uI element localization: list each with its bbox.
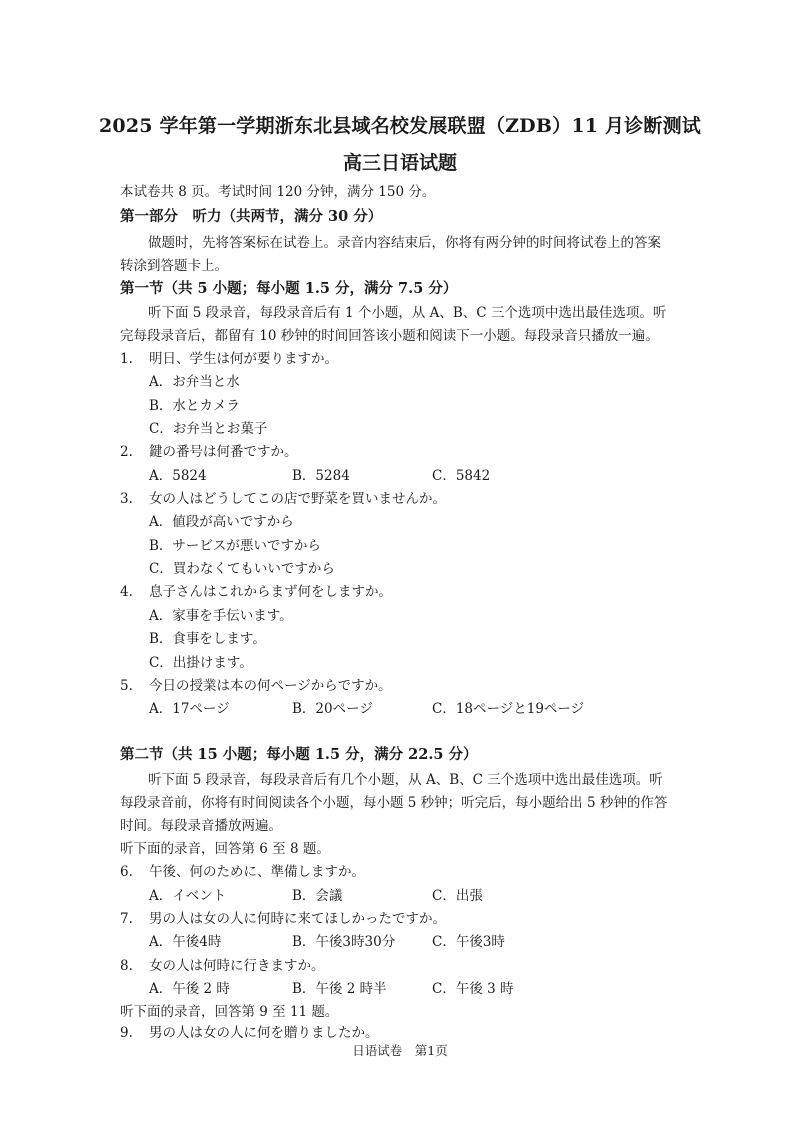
option-a: A．5824	[149, 468, 207, 484]
option-a: A．午後 2 時	[149, 981, 230, 997]
group-instruction: 听下面的录音，回答第 9 至 11 题。	[120, 1004, 339, 1020]
intro-text: 本试卷共 8 页。考试时间 120 分钟，满分 150 分。	[120, 184, 436, 200]
group-instruction: 听下面的录音，回答第 6 至 8 题。	[120, 841, 330, 857]
option-b: B．20ページ	[292, 701, 373, 717]
question-text: 明日、学生は何が要りますか。	[149, 351, 338, 367]
option-c: C．出張	[432, 888, 483, 904]
question-text: 男の人は女の人に何を贈りましたか。	[149, 1025, 379, 1041]
option-a: A．イベント	[149, 888, 227, 904]
part1-instruction: 做题时，先将答案标在试卷上。录音内容结束后，你将有两分钟的时间将试卷上的答案	[148, 235, 661, 251]
question-number: 9.	[120, 1025, 133, 1041]
option-c: C．5842	[432, 468, 491, 484]
question-text: 午後、何のために、準備しますか。	[149, 864, 365, 880]
option-a: A．家事を手伝います。	[149, 608, 293, 624]
section1-heading: 第一节（共 5 小题；每小题 1.5 分，满分 7.5 分）	[120, 280, 458, 297]
page-footer: 日语试卷 第1页	[352, 1043, 448, 1058]
option-b: B．水とカメラ	[149, 398, 240, 414]
option-c: C．午後 3 時	[432, 981, 514, 997]
option-b: B．午後 2 時半	[292, 981, 387, 997]
section2-instruction: 时间。每段录音播放两遍。	[120, 818, 282, 834]
option-b: B．食事をします。	[149, 631, 266, 647]
exam-subtitle: 高三日语试题	[342, 152, 457, 174]
question-number: 5.	[120, 678, 133, 694]
question-number: 7.	[120, 911, 133, 927]
option-b: B．サービスが悪いですから	[149, 538, 321, 554]
question-number: 2.	[120, 444, 133, 460]
section2-instruction: 每段录音前，你将有时间阅读各个小题，每小题 5 秒钟；听完后，每小题给出 5 秒钟的作答	[120, 795, 668, 811]
question-text: 男の人は女の人に何時に来てほしかったですか。	[149, 911, 446, 927]
option-a: A．17ページ	[149, 701, 230, 717]
question-text: 女の人は何時に行きますか。	[149, 958, 325, 974]
question-number: 4.	[120, 584, 133, 600]
option-c: C．18ページと19ページ	[432, 701, 585, 717]
option-c: C．午後3時	[432, 934, 505, 950]
option-c: C．買わなくてもいいですから	[149, 561, 335, 577]
section2-heading: 第二节（共 15 小题；每小题 1.5 分，满分 22.5 分）	[120, 746, 478, 763]
option-a: A．値段が高いですから	[149, 514, 294, 530]
option-b: B．会議	[292, 888, 343, 904]
question-text: 女の人はどうしてこの店で野菜を買いませんか。	[149, 491, 446, 507]
section2-instruction: 听下面 5 段录音，每段录音后有几个小题，从 A、B、C 三个选项中选出最佳选项。听	[148, 772, 663, 788]
part1-heading: 第一部分 听力（共两节，满分 30 分）	[120, 208, 383, 225]
option-a: A．お弁当と水	[149, 374, 240, 390]
question-text: 鍵の番号は何番ですか。	[149, 444, 298, 460]
question-number: 3.	[120, 491, 133, 507]
option-b: B．午後3時30分	[292, 934, 396, 950]
question-text: 息子さんはこれからまず何をしますか。	[149, 584, 392, 600]
option-c: C．お弁当とお菓子	[149, 421, 268, 437]
question-number: 1.	[120, 351, 133, 367]
option-a: A．午後4時	[149, 934, 222, 950]
section1-instruction: 完每段录音后，都留有 10 秒钟的时间回答该小题和阅读下一小题。每段录音只播放一遍。	[120, 328, 659, 344]
part1-instruction: 转涂到答题卡上。	[120, 258, 228, 274]
question-number: 8.	[120, 958, 133, 974]
option-b: B．5284	[292, 468, 350, 484]
section1-instruction: 听下面 5 段录音，每段录音后有 1 个小题，从 A、B、C 三个选项中选出最佳选项。听	[148, 305, 667, 321]
option-c: C．出掛けます。	[149, 655, 253, 671]
question-text: 今日の授業は本の何ページからですか。	[149, 678, 392, 694]
question-number: 6.	[120, 864, 133, 880]
exam-title: 2025 学年第一学期浙东北县域名校发展联盟（ZDB）11 月诊断测试	[99, 115, 701, 137]
